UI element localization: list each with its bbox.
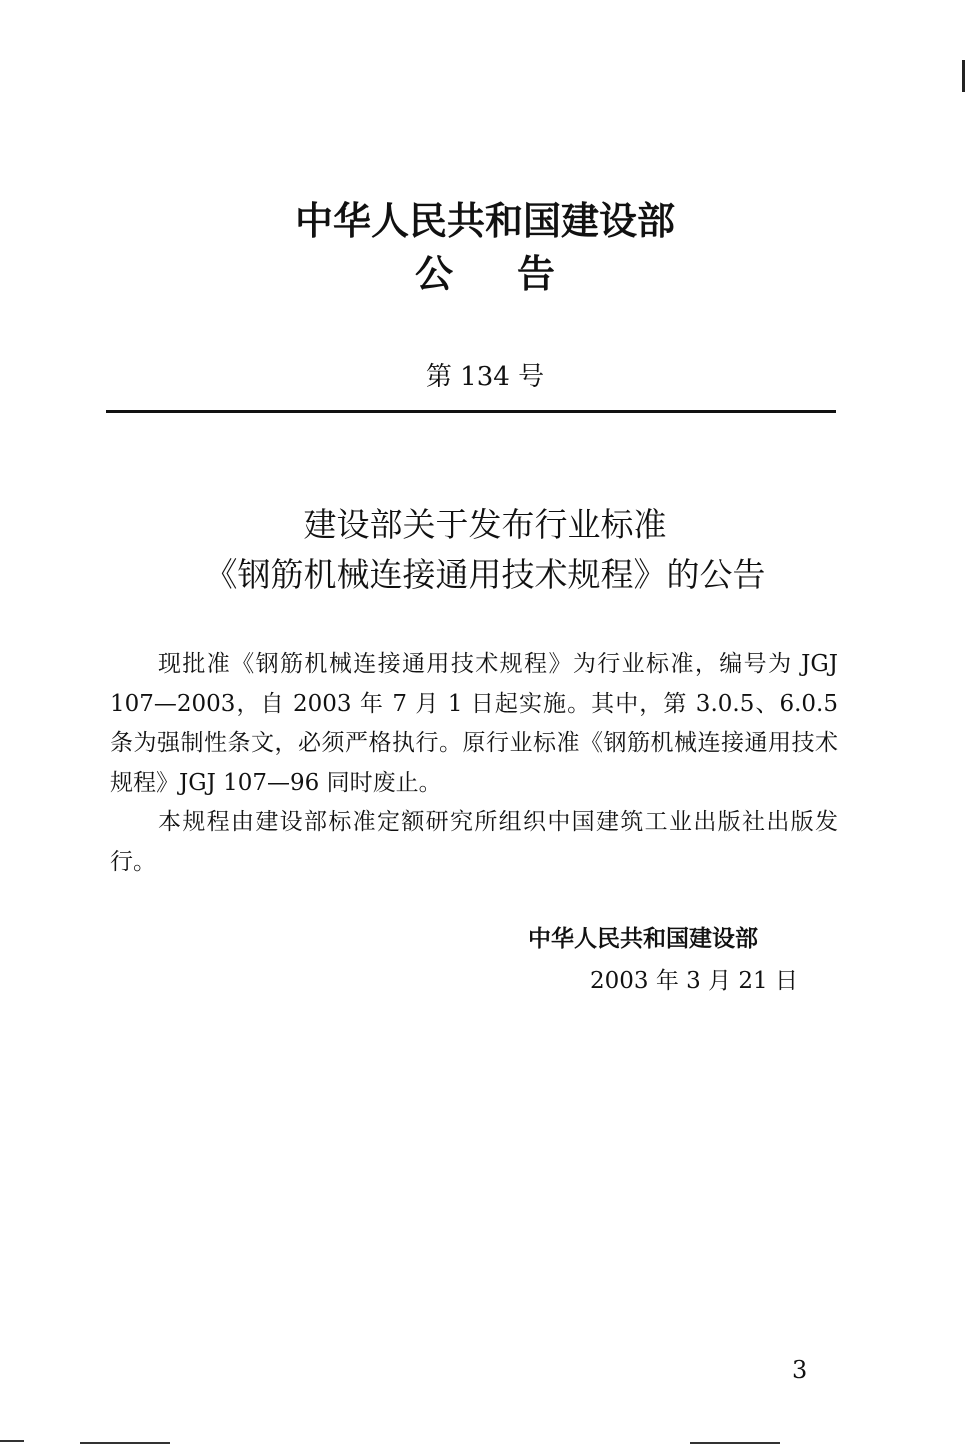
ministry-title: 中华人民共和国建设部 [294, 199, 675, 243]
scan-artifact-line [0, 1440, 24, 1442]
scan-artifact-line [80, 1442, 170, 1444]
signature-organization: 中华人民共和国建设部 [528, 926, 758, 952]
heading-line-2: 《钢筋机械连接通用技术规程》的公告 [204, 555, 766, 594]
document-type-title: 公告 [414, 252, 619, 296]
announcement-body [110, 645, 838, 882]
scan-edge-mark [962, 60, 965, 92]
horizontal-divider [106, 410, 836, 413]
heading-line-1: 建设部关于发布行业标准 [303, 505, 667, 544]
page-number: 3 [792, 1356, 808, 1384]
body-paragraph-1: 现批准《钢筋机械连接通用技术规程》为行业标准，编号为 JGJ 107—2003，自 2003 年 7 月 1 日起实施。其中，第 3.0.5、6.0.5 条为强制性条文，必须严格执行。原行业标准《钢筋机械连接通用技术规程》JGJ 107—96 同时废止。 [110, 651, 838, 796]
body-paragraph-2: 本规程由建设部标准定额研究所组织中国建筑工业出版社出版发行。 [110, 809, 838, 875]
scan-artifact-line [690, 1442, 780, 1444]
announcement-heading [0, 500, 970, 600]
announcement-number: 第 134 号 [425, 362, 545, 392]
signature-date: 2003 年 3 月 21 日 [590, 968, 798, 994]
